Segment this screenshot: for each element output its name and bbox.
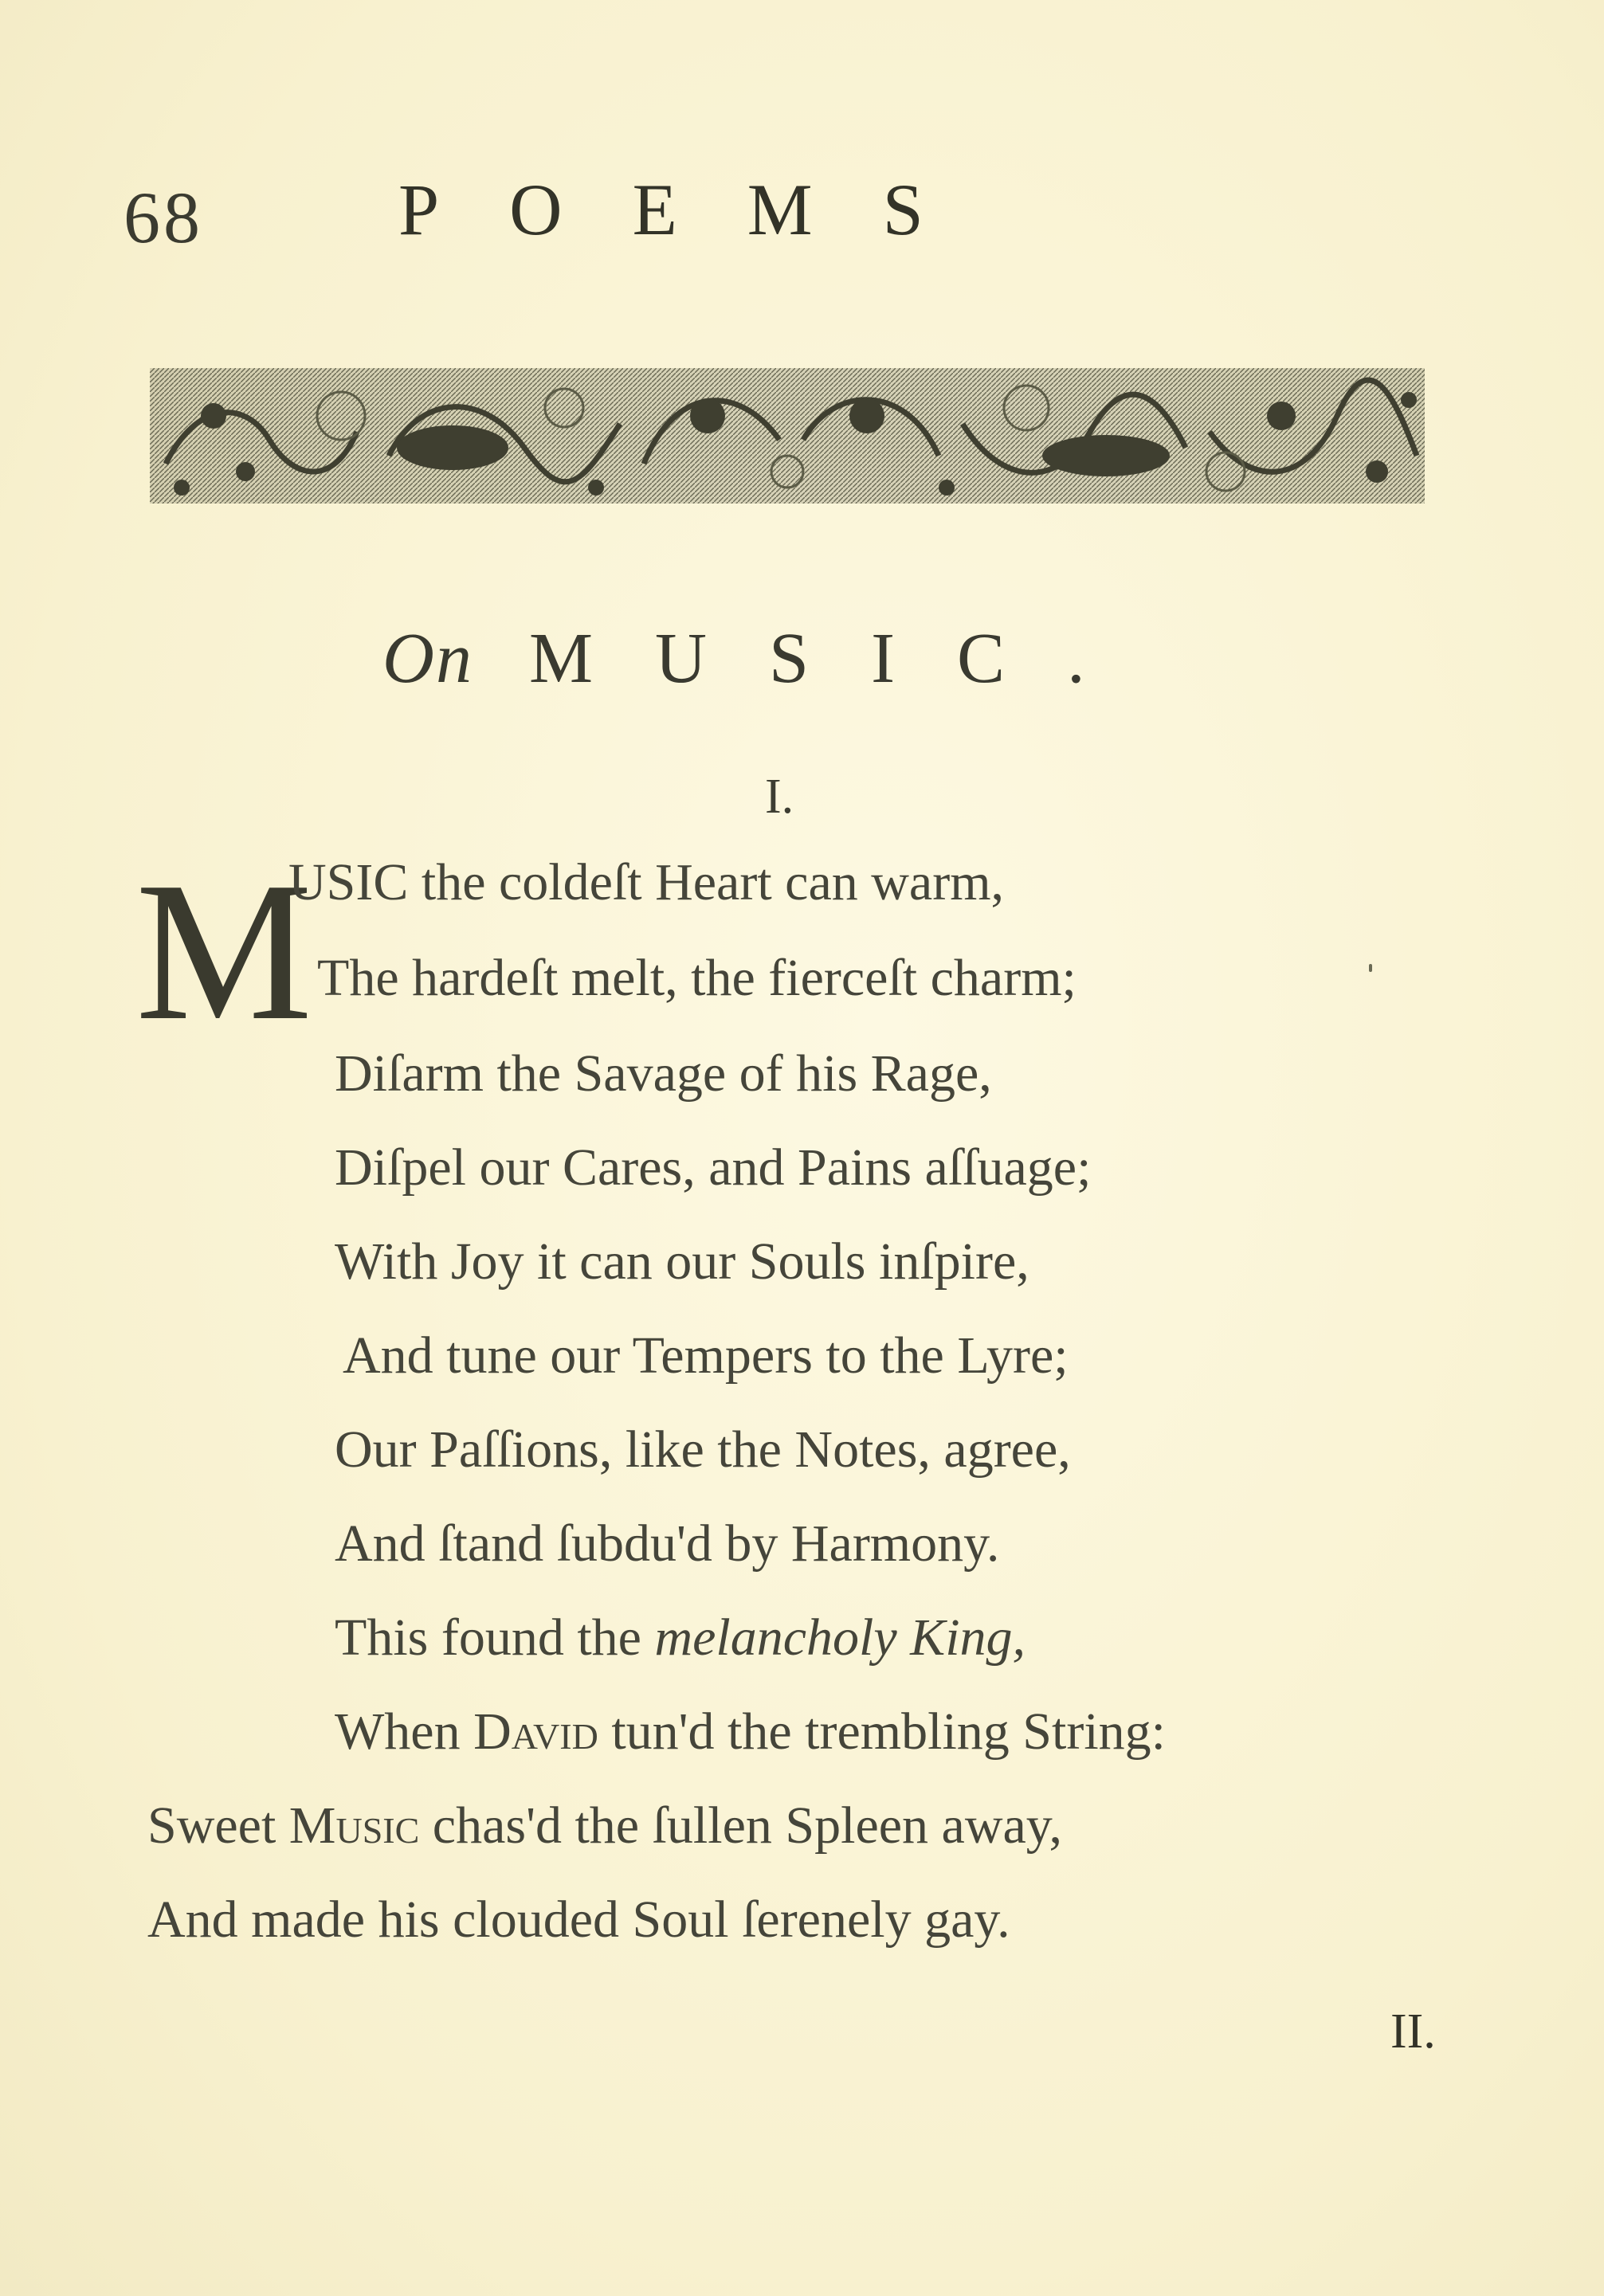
poem-line-segment: Diſpel our Cares, and Pains aſſuage; bbox=[335, 1138, 1092, 1197]
poem-line bbox=[317, 948, 1077, 1009]
page-number: 68 bbox=[124, 177, 203, 258]
poem-line-segment: Sweet bbox=[147, 1796, 289, 1855]
title-word: MUSIC. bbox=[529, 619, 1147, 698]
poem-line-segment: When bbox=[335, 1702, 474, 1761]
poem-line bbox=[335, 1608, 1026, 1668]
poem-line bbox=[343, 1326, 1069, 1386]
poem-line bbox=[147, 1796, 1062, 1856]
poem-line-segment: This found the bbox=[335, 1608, 655, 1667]
poem-line-segment: With Joy it can our Souls inſpire, bbox=[335, 1232, 1029, 1291]
poem-line bbox=[335, 1044, 992, 1104]
poem-line bbox=[335, 1232, 1029, 1292]
poem-line bbox=[335, 1702, 1166, 1762]
poem-line-segment: tun'd the trembling String: bbox=[598, 1702, 1166, 1761]
running-title: POEMS bbox=[398, 169, 994, 250]
ink-speck bbox=[1369, 964, 1372, 972]
catchword: II. bbox=[1390, 2004, 1436, 2059]
ornamental-headpiece bbox=[150, 368, 1425, 503]
stanza-number: I. bbox=[765, 770, 794, 824]
poem-line-segment: melancholy King, bbox=[654, 1608, 1026, 1667]
poem-line-segment: And made his clouded Soul ſerenely gay. bbox=[147, 1890, 1010, 1949]
poem-line-segment: And ſtand ſubdu'd by Harmony. bbox=[335, 1514, 1000, 1573]
poem-line bbox=[335, 1138, 1091, 1198]
poem-line-segment: The hardeſt melt, the fierceſt charm; bbox=[317, 949, 1077, 1007]
poem-line bbox=[335, 1514, 999, 1574]
poem-line-segment: And tune our Tempers to the Lyre; bbox=[343, 1326, 1069, 1385]
poem-line-segment: Music bbox=[288, 1796, 420, 1855]
poem-line-segment: USIC the coldeſt Heart can warm, bbox=[288, 853, 1005, 911]
poem-title bbox=[382, 617, 1147, 699]
poem-line bbox=[288, 852, 1004, 913]
title-prefix: On bbox=[382, 619, 473, 698]
poem-line-segment: David bbox=[473, 1702, 598, 1761]
poem-line bbox=[335, 1420, 1071, 1480]
poem-line-segment: Diſarm the Savage of his Rage, bbox=[335, 1044, 992, 1103]
poem-line-segment: chas'd the ſullen Spleen away, bbox=[419, 1796, 1062, 1855]
poem-line bbox=[147, 1890, 1010, 1950]
poem-line-segment: Our Paſſions, like the Notes, agree, bbox=[335, 1420, 1071, 1479]
drop-cap: M bbox=[135, 841, 313, 1062]
